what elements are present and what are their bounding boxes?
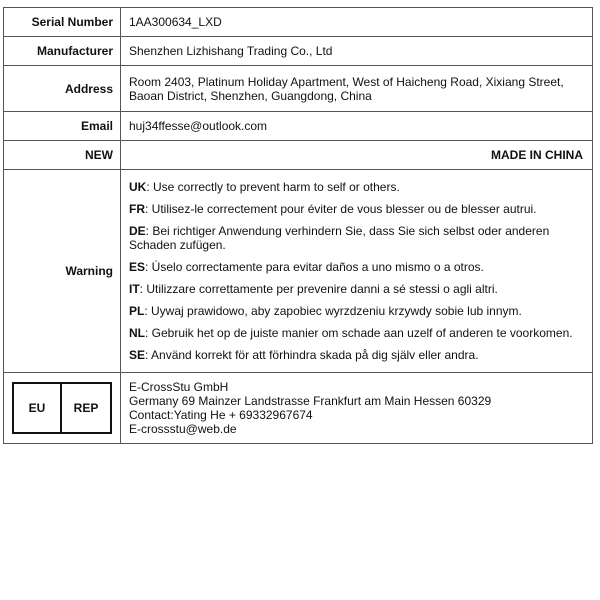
warning-item [129, 304, 586, 318]
made-in-value: MADE IN CHINA [121, 141, 593, 170]
warning-item [129, 260, 586, 274]
rep-badge: REP [62, 382, 112, 434]
warning-lang-code: IT [129, 282, 140, 296]
warning-lang-code: SE [129, 348, 146, 362]
warning-label: Warning [4, 170, 121, 373]
eu-rep-symbol [12, 382, 112, 434]
warning-text: : Använd korrekt för att förhindra skada på dig själv eller andra. [145, 348, 479, 362]
warning-text: : Use correctly to prevent harm to self or others. [146, 180, 400, 194]
warning-text: : Uywaj prawidowo, aby zapobiec wyrzdzeniu krzywdy sobie lub innym. [144, 304, 522, 318]
eu-rep-company: E-CrossStu GmbH [129, 380, 229, 394]
address-value: Room 2403, Platinum Holiday Apartment, West of Haicheng Road, Xixiang Street, Baoan District, Shenzhen, Guangdong, China [121, 66, 593, 112]
manufacturer-row [4, 37, 593, 66]
manufacturer-value: Shenzhen Lizhishang Trading Co., Ltd [121, 37, 593, 66]
email-label: Email [4, 112, 121, 141]
warning-item [129, 282, 586, 296]
eu-rep-symbol-cell [4, 373, 121, 444]
eu-rep-email: E-crossstu@web.de [129, 422, 237, 436]
warning-lang-code: PL [129, 304, 145, 318]
warning-lang-code: UK [129, 180, 147, 194]
eu-rep-address: Germany 69 Mainzer Landstrasse Frankfurt am Main Hessen 60329 [129, 394, 492, 408]
warning-lang-code: ES [129, 260, 146, 274]
email-value: huj34ffesse@outlook.com [121, 112, 593, 141]
eu-badge: EU [12, 382, 62, 434]
warning-list [129, 180, 586, 362]
eu-rep-contact: Contact:Yating He + 69332967674 [129, 408, 313, 422]
serial-number-value: 1AA300634_LXD [121, 8, 593, 37]
warning-list-cell [121, 170, 593, 373]
warning-item [129, 224, 586, 252]
warning-item [129, 202, 586, 216]
new-row [4, 141, 593, 170]
warning-text: : Gebruik het op de juiste manier om schade aan uzelf of anderen te voorkomen. [145, 326, 573, 340]
manufacturer-label: Manufacturer [4, 37, 121, 66]
address-row [4, 66, 593, 112]
warning-text: : Utilizzare correttamente per prevenire danni a sé stessi o agli altri. [139, 282, 498, 296]
eu-rep-details [121, 373, 593, 444]
warning-item [129, 348, 586, 362]
address-label: Address [4, 66, 121, 112]
warning-text: : Bei richtiger Anwendung verhindern Sie, dass Sie sich selbst oder anderen Schaden zufügen. [129, 224, 550, 252]
warning-row [4, 170, 593, 373]
warning-lang-code: NL [129, 326, 145, 340]
email-row [4, 112, 593, 141]
warning-item [129, 326, 586, 340]
warning-text: : Utilisez-le correctement pour éviter de vous blesser ou de blesser autrui. [145, 202, 537, 216]
serial-number-row [4, 8, 593, 37]
serial-number-label: Serial Number [4, 8, 121, 37]
warning-item [129, 180, 586, 194]
warning-text: : Úselo correctamente para evitar daños a uno mismo o a otros. [145, 260, 484, 274]
warning-lang-code: DE [129, 224, 146, 238]
warning-lang-code: FR [129, 202, 145, 216]
new-label: NEW [4, 141, 121, 170]
product-label-table [3, 7, 593, 444]
eu-rep-row [4, 373, 593, 444]
